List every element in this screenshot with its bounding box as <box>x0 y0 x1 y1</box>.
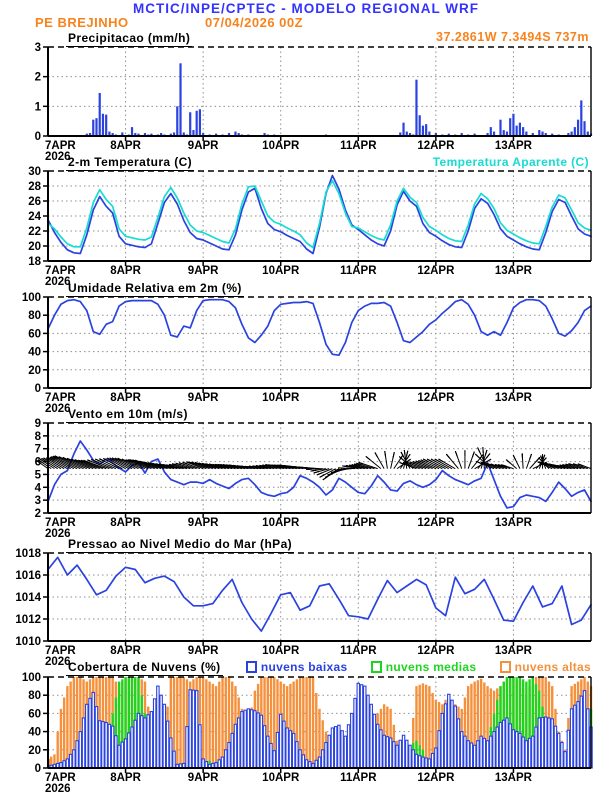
svg-text:11APR: 11APR <box>340 265 377 277</box>
svg-text:0: 0 <box>34 763 41 775</box>
svg-text:12APR: 12APR <box>417 265 455 277</box>
svg-text:10APR: 10APR <box>262 392 300 404</box>
svg-text:9APR: 9APR <box>187 645 219 657</box>
svg-text:2: 2 <box>34 71 41 84</box>
svg-text:6: 6 <box>34 456 41 469</box>
svg-text:11APR: 11APR <box>340 140 377 152</box>
svg-text:10APR: 10APR <box>262 645 300 657</box>
svg-text:2026: 2026 <box>45 656 71 668</box>
svg-text:28: 28 <box>28 181 41 193</box>
svg-text:1016: 1016 <box>15 570 41 582</box>
svg-text:9APR: 9APR <box>187 265 219 277</box>
svg-text:12APR: 12APR <box>417 392 455 404</box>
svg-text:13APR: 13APR <box>494 265 532 277</box>
svg-text:1012: 1012 <box>15 614 41 626</box>
svg-text:1014: 1014 <box>15 592 41 604</box>
svg-text:13APR: 13APR <box>494 140 532 152</box>
svg-text:10APR: 10APR <box>262 517 300 529</box>
svg-text:8: 8 <box>34 430 41 443</box>
svg-text:10APR: 10APR <box>262 772 300 784</box>
svg-text:20: 20 <box>28 241 41 253</box>
svg-text:8APR: 8APR <box>110 645 141 657</box>
svg-text:60: 60 <box>28 328 41 341</box>
svg-text:8APR: 8APR <box>110 517 141 529</box>
svg-text:2026: 2026 <box>45 403 71 415</box>
svg-text:13APR: 13APR <box>494 772 532 784</box>
svg-text:7APR: 7APR <box>45 140 76 152</box>
svg-text:12APR: 12APR <box>417 517 455 529</box>
panel-title-pressure: Pressao ao Nivel Medio do Mar (hPa) <box>68 537 293 551</box>
svg-text:100: 100 <box>21 672 41 684</box>
run-datetime: 07/04/2026 00Z <box>205 15 304 30</box>
svg-text:8APR: 8APR <box>110 392 141 404</box>
svg-text:9APR: 9APR <box>187 140 219 152</box>
svg-text:26: 26 <box>28 196 41 208</box>
svg-text:11APR: 11APR <box>340 772 377 784</box>
svg-text:40: 40 <box>28 726 41 739</box>
svg-text:2026: 2026 <box>45 528 71 540</box>
svg-text:8APR: 8APR <box>110 772 141 784</box>
svg-text:9APR: 9APR <box>187 392 219 404</box>
svg-text:11APR: 11APR <box>340 645 377 657</box>
svg-text:1010: 1010 <box>15 636 41 648</box>
svg-text:0: 0 <box>34 383 41 395</box>
svg-text:10APR: 10APR <box>262 265 300 277</box>
svg-text:10APR: 10APR <box>262 140 300 152</box>
location-coordinates: 37.2861W 7.3494S 737m <box>436 30 589 44</box>
svg-text:20: 20 <box>28 744 41 757</box>
model-title: MCTIC/INPE/CPTEC - MODELO REGIONAL WRF <box>133 1 479 16</box>
panel-title-humidity: Umidade Relativa em 2m (%) <box>68 281 242 295</box>
svg-text:9: 9 <box>34 418 41 430</box>
apparent-temperature-label: Temperatura Aparente (C) <box>432 155 589 169</box>
svg-text:2026: 2026 <box>45 783 71 792</box>
svg-text:11APR: 11APR <box>340 517 377 529</box>
svg-text:18: 18 <box>28 256 41 268</box>
svg-text:12APR: 12APR <box>417 645 455 657</box>
svg-text:80: 80 <box>28 310 41 323</box>
panel-title-cloud-cover: Cobertura de Nuvens (%) <box>68 660 221 674</box>
svg-text:2026: 2026 <box>45 276 71 288</box>
svg-text:1: 1 <box>34 101 41 114</box>
svg-text:13APR: 13APR <box>494 645 532 657</box>
legend-label-nuvens-altas: nuvens altas <box>514 660 591 674</box>
legend-label-nuvens-medias: nuvens medias <box>385 660 477 674</box>
svg-text:13APR: 13APR <box>494 517 532 529</box>
svg-text:40: 40 <box>28 346 41 359</box>
svg-text:7: 7 <box>34 443 41 456</box>
panel-title-wind: Vento em 10m (m/s) <box>68 407 188 421</box>
svg-text:7APR: 7APR <box>45 645 76 657</box>
svg-text:80: 80 <box>28 690 41 703</box>
svg-text:3: 3 <box>34 495 41 508</box>
svg-text:7APR: 7APR <box>45 517 76 529</box>
svg-text:60: 60 <box>28 708 41 721</box>
svg-text:8APR: 8APR <box>110 140 141 152</box>
svg-text:2: 2 <box>34 508 41 520</box>
svg-text:20: 20 <box>28 364 41 377</box>
svg-text:11APR: 11APR <box>340 392 377 404</box>
panel-title-precipitation: Precipitacao (mm/h) <box>68 31 191 45</box>
svg-text:7APR: 7APR <box>45 772 76 784</box>
svg-text:9APR: 9APR <box>187 517 219 529</box>
panel-title-temperature: 2-m Temperatura (C) <box>68 155 193 169</box>
svg-text:8APR: 8APR <box>110 265 141 277</box>
svg-text:9APR: 9APR <box>187 772 219 784</box>
svg-text:7APR: 7APR <box>45 392 76 404</box>
svg-text:4: 4 <box>34 482 41 495</box>
svg-text:12APR: 12APR <box>417 140 455 152</box>
station-name: PE BREJINHO <box>35 15 129 30</box>
svg-text:5: 5 <box>34 469 41 482</box>
svg-text:30: 30 <box>28 166 41 178</box>
svg-text:7APR: 7APR <box>45 265 76 277</box>
svg-text:24: 24 <box>28 211 41 223</box>
svg-text:13APR: 13APR <box>494 392 532 404</box>
svg-text:2026: 2026 <box>45 151 71 163</box>
svg-text:12APR: 12APR <box>417 772 455 784</box>
legend-label-nuvens-baixas: nuvens baixas <box>260 660 348 674</box>
svg-text:0: 0 <box>34 131 41 143</box>
svg-text:3: 3 <box>34 42 41 54</box>
svg-text:22: 22 <box>28 226 41 238</box>
svg-text:1018: 1018 <box>15 548 41 560</box>
svg-text:100: 100 <box>21 292 41 304</box>
